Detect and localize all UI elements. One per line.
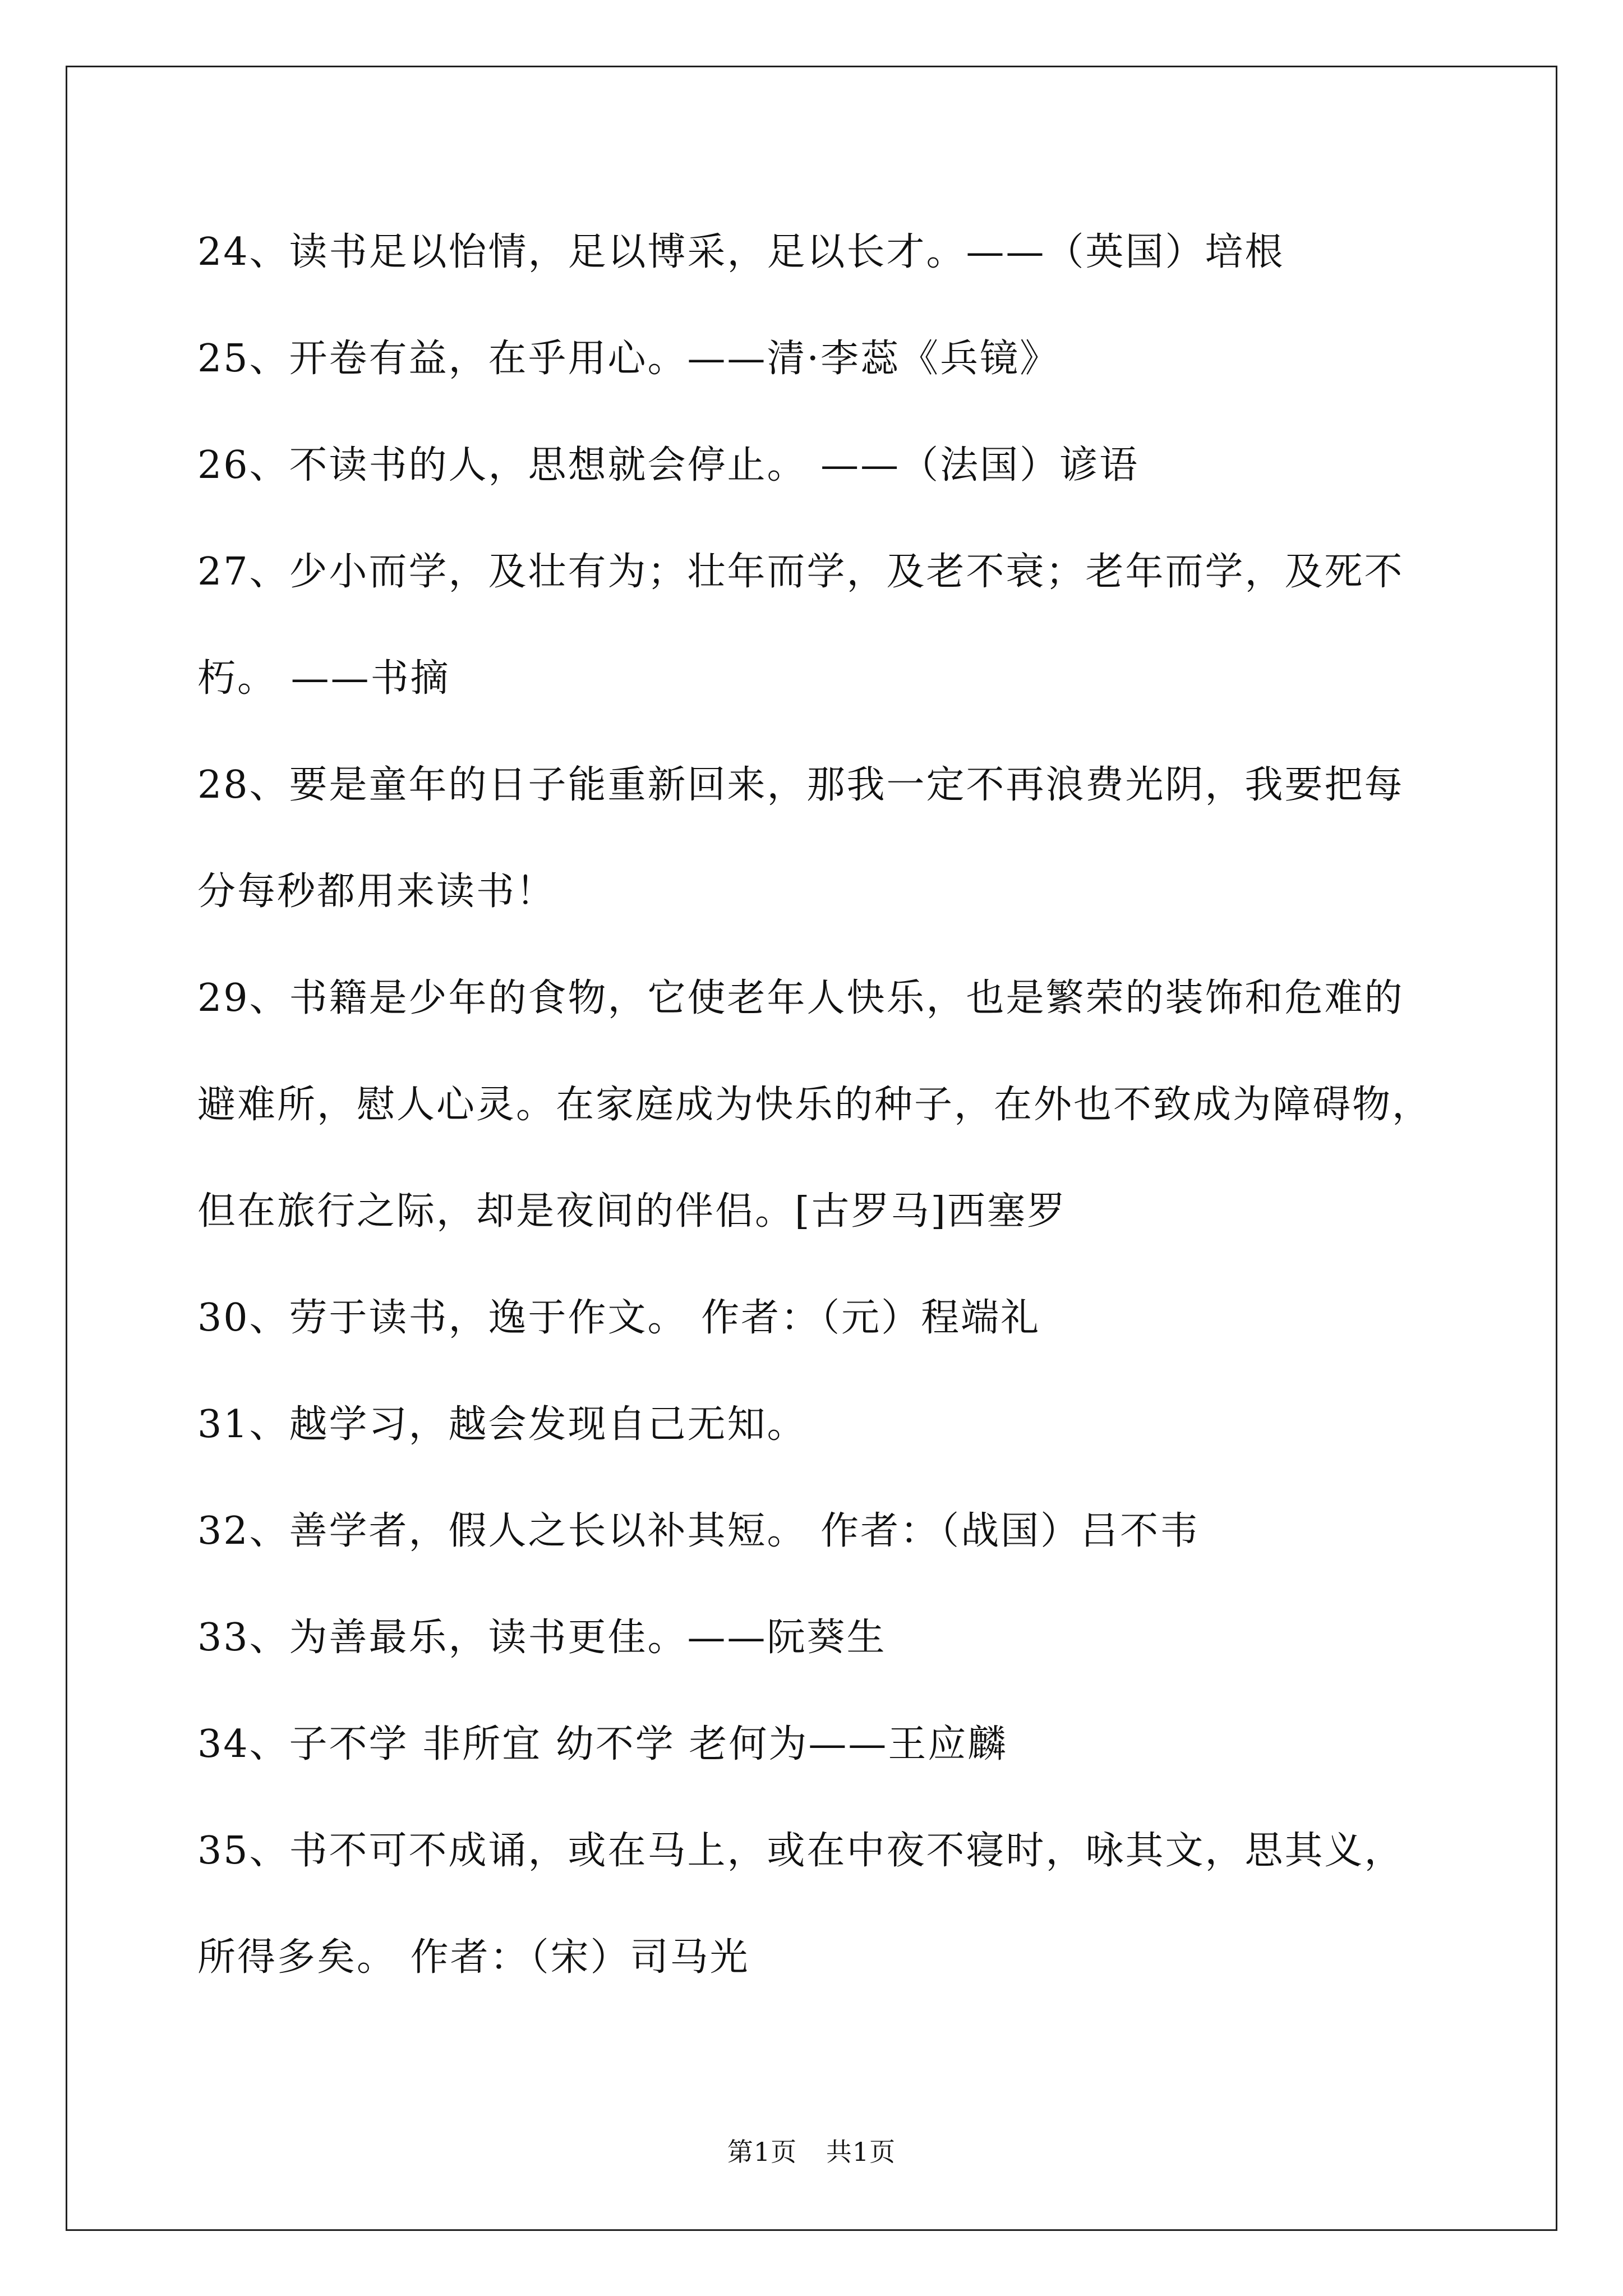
text-line: 34、子不学 非所宜 幼不学 老何为——王应麟: [197, 1722, 1008, 1766]
text-line: 朽。 ——书摘: [197, 656, 450, 701]
document-body: [197, 219, 1487, 2031]
page-footer: [0, 2132, 1623, 2169]
text-line: 24、读书足以怡情，足以博采，足以长才。——（英国）培根: [197, 230, 1285, 274]
text-line: 但在旅行之际，却是夜间的伴侣。[古罗马]西塞罗: [197, 1189, 1067, 1234]
text-line: 所得多矣。 作者：（宋）司马光: [197, 1935, 750, 1980]
text-line: 31、越学习，越会发现自己无知。: [197, 1402, 807, 1447]
page-number-total: 共1页: [826, 2137, 896, 2167]
text-line: 避难所，慰人心灵。在家庭成为快乐的种子，在外也不致成为障碍物，: [197, 1083, 1432, 1127]
text-line: 26、不读书的人，思想就会停止。 ——（法国）谚语: [197, 443, 1140, 487]
text-line: 28、要是童年的日子能重新回来，那我一定不再浪费光阴，我要把每: [197, 763, 1404, 807]
text-line: 29、书籍是少年的食物，它使老年人快乐，也是繁荣的装饰和危难的: [197, 976, 1404, 1020]
text-line: 27、少小而学，及壮有为；壮年而学，及老不衰；老年而学，及死不: [197, 550, 1404, 594]
text-line: 32、善学者，假人之长以补其短。 作者：（战国）吕不韦: [197, 1509, 1200, 1553]
page-number-current: 第1页: [727, 2137, 797, 2167]
text-line: 分每秒都用来读书！: [197, 869, 556, 914]
text-line: 30、劳于读书，逸于作文。 作者：（元）程端礼: [197, 1296, 1041, 1340]
text-line: 33、为善最乐，读书更佳。——阮葵生: [197, 1616, 887, 1660]
text-line: 35、书不可不成诵，或在马上，或在中夜不寝时，咏其文，思其义，: [197, 1829, 1404, 1873]
text-line: 25、开卷有益，在乎用心。——清·李蕊《兵镜》: [197, 337, 1060, 381]
